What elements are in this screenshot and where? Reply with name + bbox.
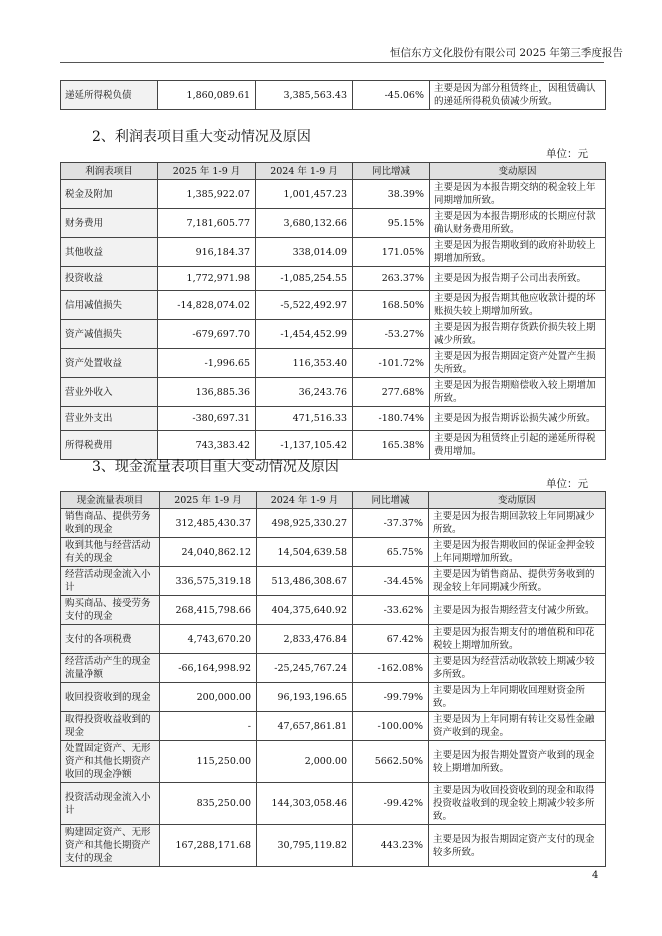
- change-reason-text: 主要是因为报告期经营支付减少所致。: [429, 596, 606, 625]
- prior-period-value: -1,137,105.42: [256, 431, 353, 460]
- current-period-value: 4,743,670.20: [160, 625, 257, 654]
- header-divider: [60, 62, 604, 63]
- prior-period-value: 144,303,058.46: [257, 783, 353, 825]
- change-reason-text: 主要是因为部分租赁终止，因租赁确认的递延所得税负债减少所致。: [430, 81, 606, 110]
- prior-period-value: 498,925,330.27: [257, 509, 353, 538]
- prior-period-value: 47,657,861.81: [257, 712, 353, 741]
- yoy-change-value: 67.42%: [353, 625, 429, 654]
- column-header: 利润表项目: [61, 163, 158, 180]
- prior-period-value: 1,001,457.23: [256, 180, 353, 209]
- change-reason-text: 主要是因为上年同期收回理财资金所致。: [429, 683, 606, 712]
- column-header: 2025 年 1-9 月: [158, 163, 256, 180]
- yoy-change-value: 165.38%: [353, 431, 430, 460]
- change-reason-text: 主要是因为报告期收回的保证金押金较上年同期增加所致。: [429, 538, 606, 567]
- current-period-value: 115,250.00: [160, 741, 257, 783]
- table-row: [61, 407, 606, 431]
- balance-sheet-table-continued: [60, 80, 606, 110]
- change-reason-text: 主要是因为本报告期交纳的税金较上年同期增加所致。: [430, 180, 606, 209]
- table-row: [61, 267, 606, 291]
- yoy-change-value: -162.08%: [353, 654, 429, 683]
- prior-period-value: -1,085,254.55: [256, 267, 353, 291]
- row-item-label: 取得投资收益收到的现金: [61, 712, 160, 741]
- yoy-change-value: 95.15%: [353, 209, 430, 238]
- row-item-label: 税金及附加: [61, 180, 158, 209]
- row-item-label: 经营活动现金流入小计: [61, 567, 160, 596]
- yoy-change-value: 65.75%: [353, 538, 429, 567]
- row-item-label: 投资收益: [61, 267, 158, 291]
- table-row: [61, 625, 606, 654]
- row-item-label: 投资活动现金流入小计: [61, 783, 160, 825]
- change-reason-text: 主要是因为经营活动收款较上期减少较多所致。: [429, 654, 606, 683]
- column-header: 变动原因: [429, 492, 606, 509]
- change-reason-text: 主要是因为报告期存货跌价损失较上期减少所致。: [430, 320, 606, 349]
- table-row: [61, 654, 606, 683]
- current-period-value: -14,828,074.02: [158, 291, 256, 320]
- yoy-change-value: -101.72%: [353, 349, 430, 378]
- prior-period-value: 96,193,196.65: [257, 683, 353, 712]
- prior-period-value: 3,385,563.43: [256, 81, 353, 110]
- row-item-label: 递延所得税负债: [61, 81, 158, 110]
- current-period-value: 167,288,171.68: [160, 825, 257, 867]
- row-item-label: 经营活动产生的现金流量净额: [61, 654, 160, 683]
- column-header: 2024 年 1-9 月: [257, 492, 353, 509]
- change-reason-text: 主要是因为报告期固定资产支付的现金较多所致。: [429, 825, 606, 867]
- table-row: [61, 683, 606, 712]
- prior-period-value: -25,245,767.24: [257, 654, 353, 683]
- section-3-title: 3、现金流量表项目重大变动情况及原因: [92, 459, 339, 475]
- current-period-value: 1,860,089.61: [158, 81, 256, 110]
- change-reason-text: 主要是因为报告期赔偿收入较上期增加所致。: [430, 378, 606, 407]
- prior-period-value: 404,375,640.92: [257, 596, 353, 625]
- prior-period-value: 14,504,639.58: [257, 538, 353, 567]
- row-item-label: 收回投资收到的现金: [61, 683, 160, 712]
- yoy-change-value: 38.39%: [353, 180, 430, 209]
- change-reason-text: 主要是因为报告期子公司出表所致。: [430, 267, 606, 291]
- prior-period-value: 2,833,476.84: [257, 625, 353, 654]
- table-row: [61, 509, 606, 538]
- section-3-unit: 单位：元: [546, 478, 588, 490]
- table-row: [61, 741, 606, 783]
- table-row: [61, 825, 606, 867]
- row-item-label: 资产减值损失: [61, 320, 158, 349]
- row-item-label: 信用减值损失: [61, 291, 158, 320]
- yoy-change-value: 443.23%: [353, 825, 429, 867]
- yoy-change-value: 171.05%: [353, 238, 430, 267]
- change-reason-text: 主要是因为上年同期有转让交易性金融资产收到的现金。: [429, 712, 606, 741]
- yoy-change-value: -99.42%: [353, 783, 429, 825]
- column-header: 现金流量表项目: [61, 492, 160, 509]
- current-period-value: 200,000.00: [160, 683, 257, 712]
- current-period-value: -1,996.65: [158, 349, 256, 378]
- column-header: 同比增减: [353, 492, 429, 509]
- yoy-change-value: 5662.50%: [353, 741, 429, 783]
- change-reason-text: 主要是因为报告期收到的政府补助较上期增加所致。: [430, 238, 606, 267]
- current-period-value: 312,485,430.37: [160, 509, 257, 538]
- yoy-change-value: -34.45%: [353, 567, 429, 596]
- change-reason-text: 主要是因为报告期诉讼损失减少所致。: [430, 407, 606, 431]
- change-reason-text: 主要是因为本报告期形成的长期应付款确认财务费用所致。: [430, 209, 606, 238]
- table-row: [61, 596, 606, 625]
- current-period-value: 916,184.37: [158, 238, 256, 267]
- prior-period-value: 471,516.33: [256, 407, 353, 431]
- table-row: [61, 180, 606, 209]
- income-statement-table: [60, 162, 606, 460]
- current-period-value: 1,772,971.98: [158, 267, 256, 291]
- row-item-label: 营业外收入: [61, 378, 158, 407]
- current-period-value: 24,040,862.12: [160, 538, 257, 567]
- prior-period-value: 30,795,119.82: [257, 825, 353, 867]
- yoy-change-value: 263.37%: [353, 267, 430, 291]
- yoy-change-value: -53.27%: [353, 320, 430, 349]
- change-reason-text: 主要是因为收回投资收到的现金和取得投资收益收到的现金较上期减少较多所致。: [429, 783, 606, 825]
- column-header: 2025 年 1-9 月: [160, 492, 257, 509]
- yoy-change-value: 277.68%: [353, 378, 430, 407]
- page-number: 4: [592, 870, 599, 881]
- table-row: [61, 712, 606, 741]
- prior-period-value: 36,243.76: [256, 378, 353, 407]
- current-period-value: 743,383.42: [158, 431, 256, 460]
- table-row: [61, 783, 606, 825]
- prior-period-value: 2,000.00: [257, 741, 353, 783]
- change-reason-text: 主要是因为销售商品、提供劳务收到的现金较上年同期减少所致。: [429, 567, 606, 596]
- current-period-value: 7,181,605.77: [158, 209, 256, 238]
- change-reason-text: 主要是因为报告期处置资产收到的现金较上期增加所致。: [429, 741, 606, 783]
- change-reason-text: 主要是因为报告期支付的增值税和印花税较上期增加所致。: [429, 625, 606, 654]
- prior-period-value: 338,014.09: [256, 238, 353, 267]
- prior-period-value: 513,486,308.67: [257, 567, 353, 596]
- table-row: [61, 238, 606, 267]
- section-2-unit: 单位：元: [546, 148, 588, 160]
- table-row: [61, 291, 606, 320]
- cash-flow-table: [60, 491, 606, 867]
- row-item-label: 资产处置收益: [61, 349, 158, 378]
- column-header: 变动原因: [430, 163, 606, 180]
- table-row: [61, 567, 606, 596]
- table-row: [61, 378, 606, 407]
- row-item-label: 支付的各项税费: [61, 625, 160, 654]
- current-period-value: 336,575,319.18: [160, 567, 257, 596]
- row-item-label: 处置固定资产、无形资产和其他长期资产收回的现金净额: [61, 741, 160, 783]
- table-row: [61, 209, 606, 238]
- row-item-label: 营业外支出: [61, 407, 158, 431]
- row-item-label: 收到其他与经营活动有关的现金: [61, 538, 160, 567]
- yoy-change-value: -99.79%: [353, 683, 429, 712]
- yoy-change-value: -100.00%: [353, 712, 429, 741]
- yoy-change-value: -33.62%: [353, 596, 429, 625]
- prior-period-value: 3,680,132.66: [256, 209, 353, 238]
- change-reason-text: 主要是因为报告期固定资产处置产生损失所致。: [430, 349, 606, 378]
- row-item-label: 其他收益: [61, 238, 158, 267]
- table-row: [61, 538, 606, 567]
- current-period-value: 1,385,922.07: [158, 180, 256, 209]
- yoy-change-value: 168.50%: [353, 291, 430, 320]
- yoy-change-value: -45.06%: [353, 81, 430, 110]
- report-header: 恒信东方文化股份有限公司 2025 年第三季度报告: [390, 47, 623, 59]
- section-2-title: 2、利润表项目重大变动情况及原因: [92, 129, 311, 145]
- column-header: 2024 年 1-9 月: [256, 163, 353, 180]
- table-row: [61, 349, 606, 378]
- row-item-label: 销售商品、提供劳务收到的现金: [61, 509, 160, 538]
- current-period-value: 835,250.00: [160, 783, 257, 825]
- row-item-label: 所得税费用: [61, 431, 158, 460]
- row-item-label: 购买商品、接受劳务支付的现金: [61, 596, 160, 625]
- current-period-value: -380,697.31: [158, 407, 256, 431]
- table-row: [61, 81, 606, 110]
- current-period-value: -679,697.70: [158, 320, 256, 349]
- yoy-change-value: -180.74%: [353, 407, 430, 431]
- yoy-change-value: -37.37%: [353, 509, 429, 538]
- row-item-label: 财务费用: [61, 209, 158, 238]
- change-reason-text: 主要是因为报告期回款较上年同期减少所致。: [429, 509, 606, 538]
- prior-period-value: 116,353.40: [256, 349, 353, 378]
- current-period-value: 136,885.36: [158, 378, 256, 407]
- row-item-label: 购建固定资产、无形资产和其他长期资产支付的现金: [61, 825, 160, 867]
- change-reason-text: 主要是因为报告期其他应收款计提的坏账损失较上期增加所致。: [430, 291, 606, 320]
- prior-period-value: -5,522,492.97: [256, 291, 353, 320]
- table-row: [61, 320, 606, 349]
- prior-period-value: -1,454,452.99: [256, 320, 353, 349]
- column-header: 同比增减: [353, 163, 430, 180]
- change-reason-text: 主要是因为租赁终止引起的递延所得税费用增加。: [430, 431, 606, 460]
- current-period-value: -66,164,998.92: [160, 654, 257, 683]
- current-period-value: -: [160, 712, 257, 741]
- current-period-value: 268,415,798.66: [160, 596, 257, 625]
